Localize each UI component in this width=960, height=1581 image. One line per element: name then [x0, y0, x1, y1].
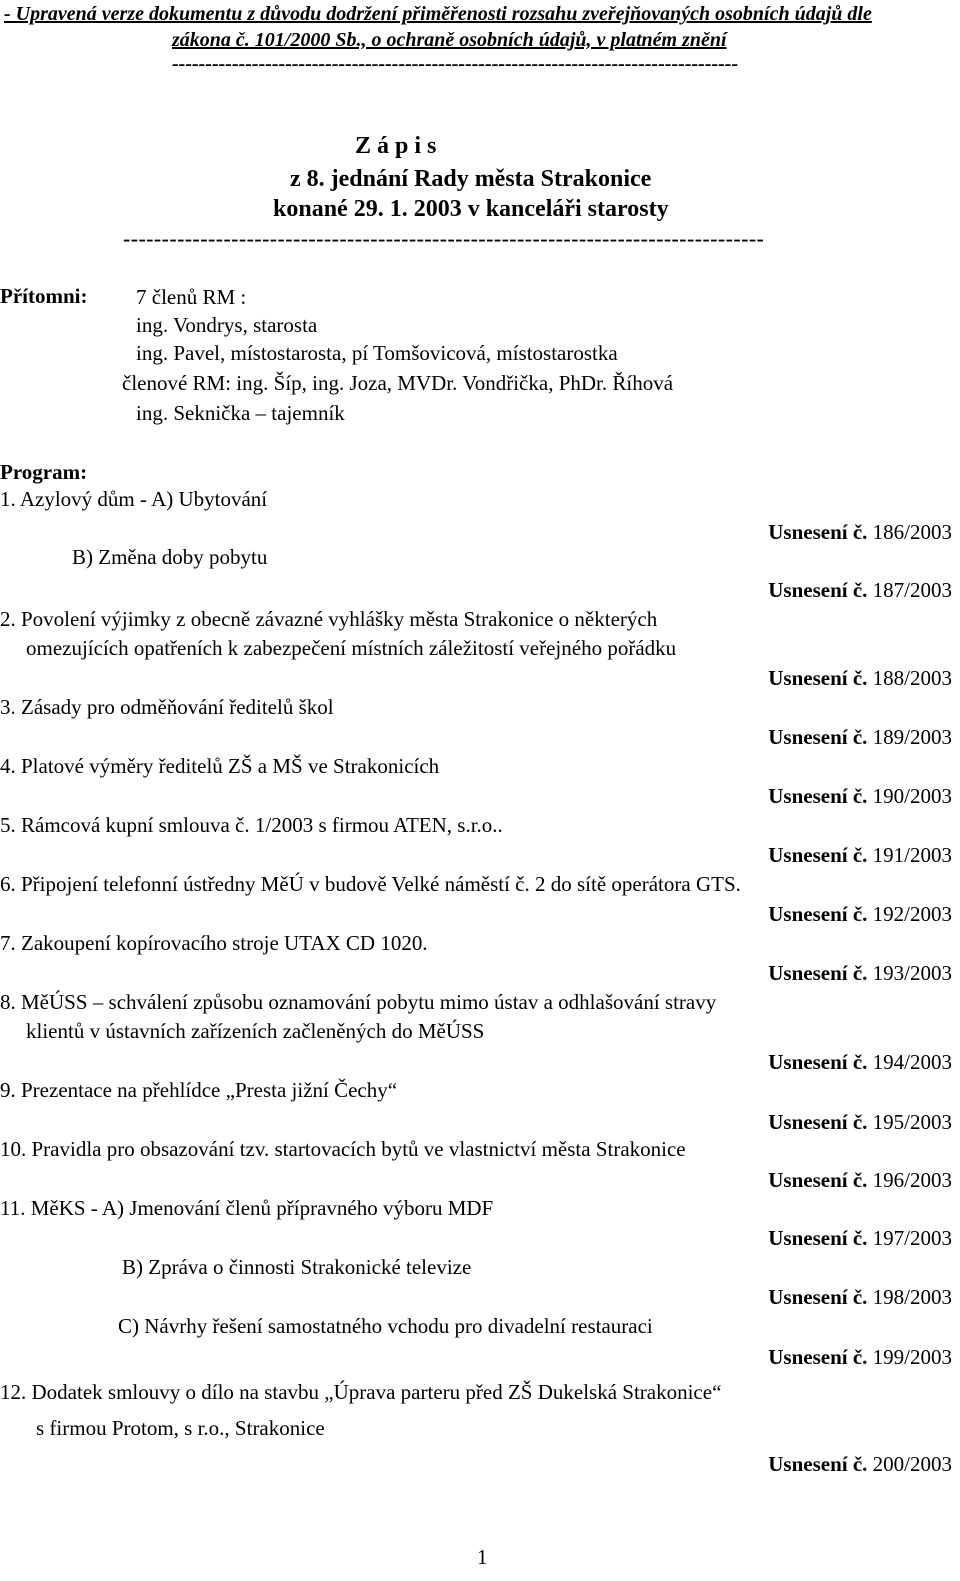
attendance-line: 7 členů RM :	[136, 285, 247, 309]
resolution-ref: Usnesení č. 197/2003	[768, 1226, 952, 1250]
meeting-date-place: konané 29. 1. 2003 v kanceláři starosty	[273, 196, 669, 222]
resolution-ref: Usnesení č. 191/2003	[768, 843, 952, 867]
program-item: s firmou Protom, s r.o., Strakonice	[36, 1416, 325, 1440]
document-title: Z á p i s	[355, 133, 437, 159]
anonymization-notice-line1: - Upravená verze dokumentu z důvodu dodržení přiměřenosti rozsahu zveřejňovaných osobních údajů dle	[4, 3, 872, 25]
anonymization-notice-line2: zákona č. 101/2000 Sb., o ochraně osobních údajů, v platném znění	[172, 29, 727, 51]
header-separator: -----------------------------------------------------------------------------------	[123, 226, 765, 251]
program-item: B) Zpráva o činnosti Strakonické televize	[122, 1255, 472, 1279]
program-item: 4. Platové výměry ředitelů ZŠ a MŠ ve Strakonicích	[0, 754, 440, 778]
resolution-ref: Usnesení č. 193/2003	[768, 961, 952, 985]
program-item: omezujících opatřeních k zabezpečení místních záležitostí veřejného pořádku	[26, 636, 677, 660]
attendance-line: ing. Vondrys, starosta	[136, 313, 318, 337]
resolution-ref: Usnesení č. 194/2003	[768, 1050, 952, 1074]
program-item: 9. Prezentace na přehlídce „Presta jižní Čechy“	[0, 1078, 398, 1102]
program-item: klientů v ústavních zařízeních začleněných do MěÚSS	[26, 1019, 485, 1043]
program-item: 8. MěÚSS – schválení způsobu oznamování pobytu mimo ústav a odhlašování stravy	[0, 990, 717, 1014]
attendance-line: ing. Seknička – tajemník	[136, 401, 345, 425]
resolution-ref: Usnesení č. 198/2003	[768, 1285, 952, 1309]
resolution-ref: Usnesení č. 192/2003	[768, 902, 952, 926]
program-item: 5. Rámcová kupní smlouva č. 1/2003 s firmou ATEN, s.r.o..	[0, 813, 503, 837]
resolution-ref: Usnesení č. 199/2003	[768, 1345, 952, 1369]
program-item: 11. MěKS - A) Jmenování členů přípravného výboru MDF	[0, 1196, 494, 1220]
resolution-ref: Usnesení č. 186/2003	[768, 520, 952, 544]
program-item: 2. Povolení výjimky z obecně závazné vyhlášky města Strakonice o některých	[0, 607, 658, 631]
program-item: 6. Připojení telefonní ústředny MěÚ v budově Velké náměstí č. 2 do sítě operátora GTS.	[0, 872, 741, 896]
meeting-subtitle: z 8. jednání Rady města Strakonice	[290, 166, 652, 192]
resolution-ref: Usnesení č. 188/2003	[768, 666, 952, 690]
program-item: C) Návrhy řešení samostatného vchodu pro divadelní restauraci	[118, 1314, 653, 1338]
program-item: 3. Zásady pro odměňování ředitelů škol	[0, 695, 334, 719]
resolution-ref: Usnesení č. 200/2003	[768, 1452, 952, 1476]
program-item: 1. Azylový dům - A) Ubytování	[0, 487, 268, 511]
attendance-label: Přítomni:	[0, 284, 88, 308]
attendance-line: ing. Pavel, místostarosta, pí Tomšovicová, místostarostka	[136, 341, 618, 365]
notice-separator: -------------------------------------------------------------------------------------	[172, 53, 739, 75]
program-label: Program:	[0, 460, 88, 484]
resolution-ref: Usnesení č. 190/2003	[768, 784, 952, 808]
page-number: 1	[477, 1545, 488, 1569]
resolution-ref: Usnesení č. 195/2003	[768, 1110, 952, 1134]
program-item: 12. Dodatek smlouvy o dílo na stavbu „Úprava parteru před ZŠ Dukelská Strakonice“	[0, 1380, 722, 1404]
resolution-ref: Usnesení č. 189/2003	[768, 725, 952, 749]
resolution-ref: Usnesení č. 196/2003	[768, 1168, 952, 1192]
program-item: 10. Pravidla pro obsazování tzv. startovacích bytů ve vlastnictví města Strakonice	[0, 1137, 686, 1161]
program-item: B) Změna doby pobytu	[72, 545, 268, 569]
program-item: 7. Zakoupení kopírovacího stroje UTAX CD 1020.	[0, 931, 428, 955]
resolution-ref: Usnesení č. 187/2003	[768, 578, 952, 602]
attendance-line: členové RM: ing. Šíp, ing. Joza, MVDr. Vondřička, PhDr. Říhová	[122, 371, 674, 395]
